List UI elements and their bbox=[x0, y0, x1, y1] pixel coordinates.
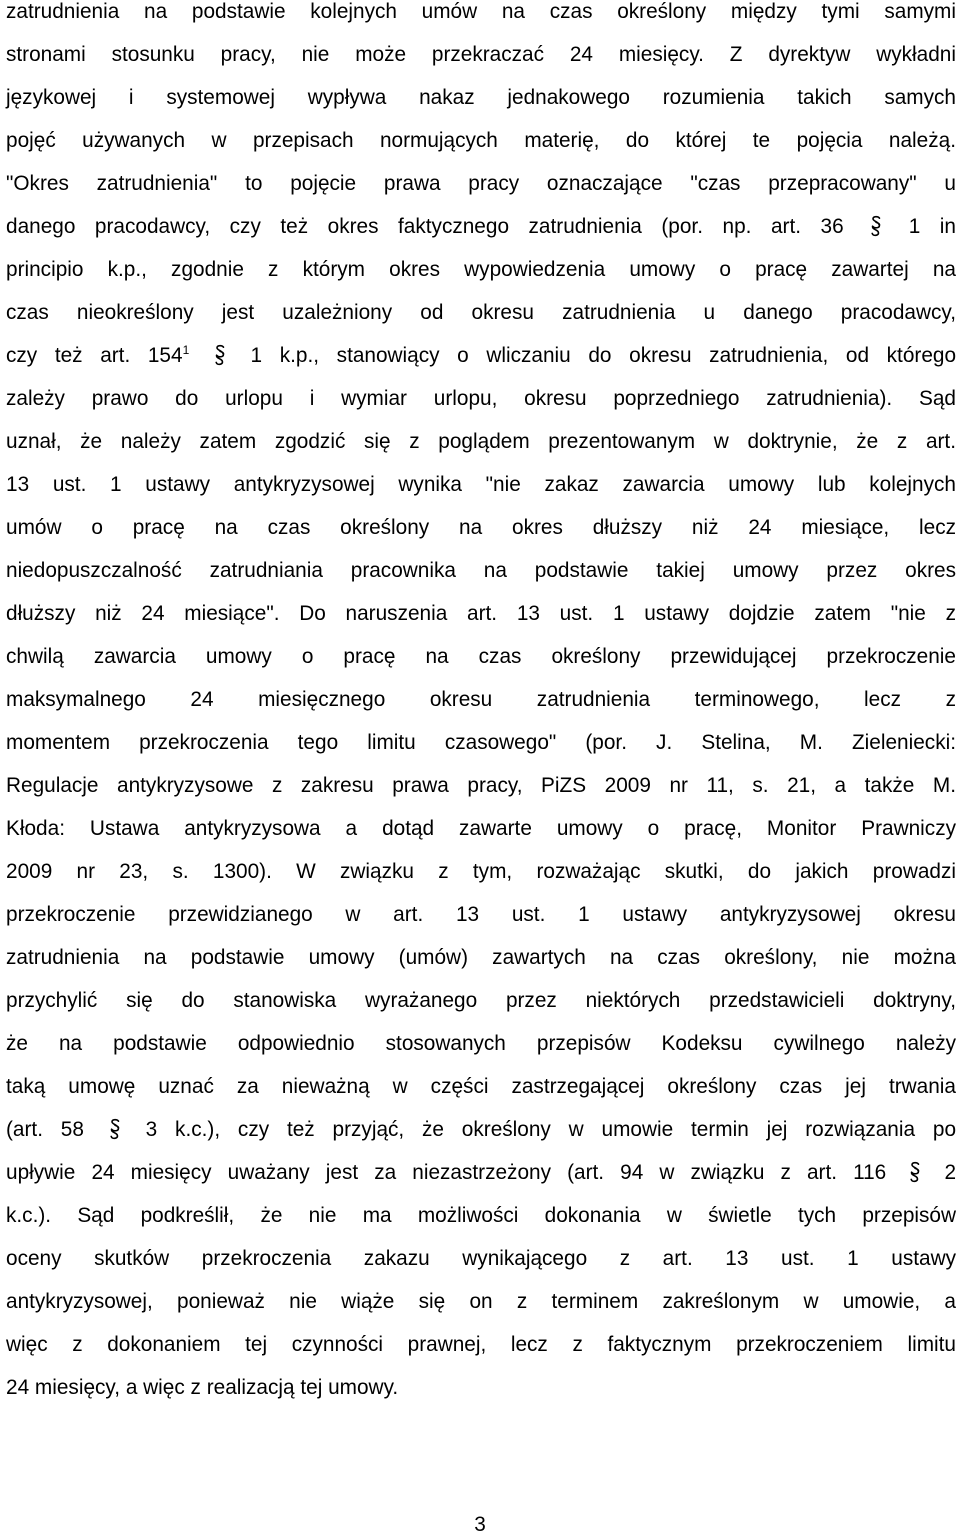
section-sign-icon bbox=[102, 1118, 128, 1140]
text-segment: danego pracodawcy, czy też okres faktycznego zatrudnienia (por. np. art. 36 bbox=[6, 215, 844, 238]
text-line: oceny skutków przekroczenia zakazu wynikającego z art. 13 ust. 1 ustawy bbox=[6, 1247, 956, 1270]
text-line: k.c.). Sąd podkreślił, że nie ma możliwości dokonania w świetle tych przepisów bbox=[6, 1204, 956, 1227]
section-sign-icon bbox=[207, 344, 233, 366]
text-line: pojęć używanych w przepisach normujących materię, do której te pojęcia należą. bbox=[6, 129, 956, 152]
text-line: niedopuszczalność zatrudniania pracownika na podstawie takiej umowy przez okres bbox=[6, 559, 956, 582]
text-line: stronami stosunku pracy, nie może przekraczać 24 miesięcy. Z dyrektyw wykładni bbox=[6, 43, 956, 66]
text-segment: czy też art. 154 bbox=[6, 344, 183, 367]
text-line: maksymalnego 24 miesięcznego okresu zatrudnienia terminowego, lecz z bbox=[6, 688, 956, 711]
text-line: że na podstawie odpowiednio stosowanych przepisów Kodeksu cywilnego należy bbox=[6, 1032, 956, 1055]
text-line: językowej i systemowej wypływa nakaz jednakowego rozumienia takich samych bbox=[6, 86, 956, 109]
text-line: 24 miesięcy, a więc z realizacją tej umowy. bbox=[6, 1376, 399, 1399]
text-line: chwilą zawarcia umowy o pracę na czas określony przewidującej przekroczenie bbox=[6, 645, 956, 668]
text-line: więc z dokonaniem tej czynności prawnej, lecz z faktycznym przekroczeniem limitu bbox=[6, 1333, 956, 1356]
text-segment: 2 bbox=[944, 1161, 957, 1184]
text-line bbox=[6, 341, 956, 371]
text-segment: 1 k.p., stanowiący o wliczaniu do okresu zatrudnienia, od którego bbox=[250, 344, 957, 367]
text-line: principio k.p., zgodnie z którym okres wypowiedzenia umowy o pracę zawartej na bbox=[6, 258, 956, 281]
text-line: przychylić się do stanowiska wyrażanego przez niektórych przedstawicieli doktryny, bbox=[6, 989, 956, 1012]
text-line: dłuższy niż 24 miesiące". Do naruszenia art. 13 ust. 1 ustawy dojdzie zatem "nie z bbox=[6, 602, 956, 625]
text-line: uznał, że należy zatem zgodzić się z poglądem prezentowanym w doktrynie, że z art. bbox=[6, 430, 956, 453]
text-segment: 3 k.c.), czy też przyjąć, że określony w umowie termin jej rozwiązania po bbox=[145, 1118, 957, 1141]
text-line: momentem przekroczenia tego limitu czasowego" (por. J. Stelina, M. Zieleniecki: bbox=[6, 731, 956, 754]
text-line: taką umowę uznać za nieważną w części zastrzegającej określony czas jej trwania bbox=[6, 1075, 956, 1098]
text-line: umów o pracę na czas określony na okres dłuższy niż 24 miesiące, lecz bbox=[6, 516, 956, 539]
text-line: Regulacje antykryzysowe z zakresu prawa pracy, PiZS 2009 nr 11, s. 21, a także M. bbox=[6, 774, 956, 797]
section-sign-icon bbox=[863, 215, 889, 237]
text-line: Kłoda: Ustawa antykryzysowa a dotąd zawarte umowy o pracę, Monitor Prawniczy bbox=[6, 817, 956, 840]
superscript: 1 bbox=[182, 343, 190, 358]
text-line: przekroczenie przewidzianego w art. 13 ust. 1 ustawy antykryzysowej okresu bbox=[6, 903, 956, 926]
page-number: 3 bbox=[474, 1513, 486, 1536]
text-line: 2009 nr 23, s. 1300). W związku z tym, rozważając skutki, do jakich prowadzi bbox=[6, 860, 956, 883]
section-sign-icon bbox=[902, 1161, 928, 1183]
text-line bbox=[6, 1158, 956, 1188]
text-segment: (art. 58 bbox=[6, 1118, 84, 1141]
text-line: zatrudnienia na podstawie kolejnych umów na czas określony między tymi samymi bbox=[6, 0, 956, 23]
text-line: 13 ust. 1 ustawy antykryzysowej wynika "nie zakaz zawarcia umowy lub kolejnych bbox=[6, 473, 956, 496]
text-line: zatrudnienia na podstawie umowy (umów) zawartych na czas określony, nie można bbox=[6, 946, 956, 969]
text-line bbox=[6, 1115, 956, 1145]
text-segment: upływie 24 miesięcy uważany jest za niezastrzeżony (art. 94 w związku z art. 116 bbox=[6, 1161, 887, 1184]
text-line bbox=[6, 212, 956, 242]
text-line: "Okres zatrudnienia" to pojęcie prawa pracy oznaczające "czas przepracowany" u bbox=[6, 172, 956, 195]
text-line: czas nieokreślony jest uzależniony od okresu zatrudnienia u danego pracodawcy, bbox=[6, 301, 956, 324]
text-segment: 1 in bbox=[908, 215, 956, 238]
text-line: zależy prawo do urlopu i wymiar urlopu, okresu poprzedniego zatrudnienia). Sąd bbox=[6, 387, 956, 410]
text-line: antykryzysowej, ponieważ nie wiąże się on z terminem zakreślonym w umowie, a bbox=[6, 1290, 956, 1313]
